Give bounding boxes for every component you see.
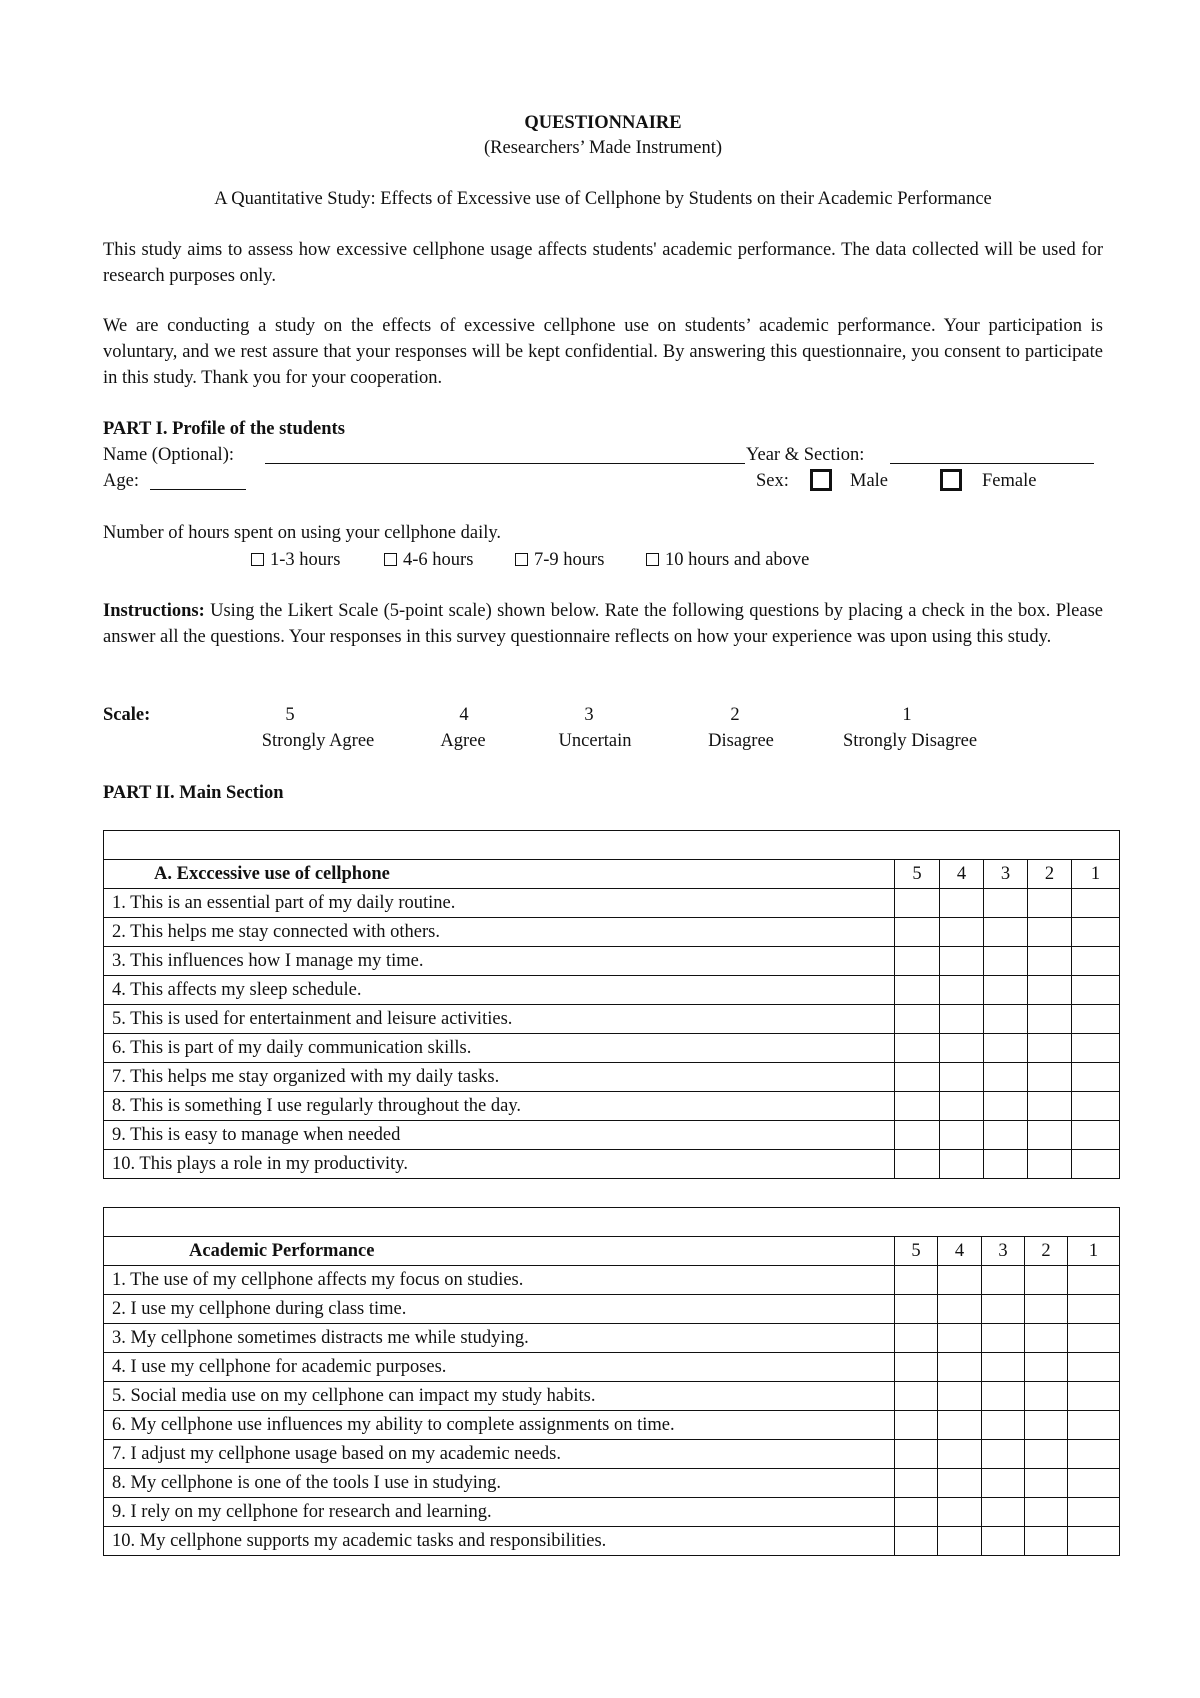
rating-cell-2[interactable] [1025,1469,1068,1498]
sex-label: Sex: [756,471,789,491]
section-b-item-8: 8. My cellphone is one of the tools I use in studying. [104,1469,895,1498]
section-b-item-9: 9. I rely on my cellphone for research and learning. [104,1498,895,1527]
column-header: 5 [895,860,940,889]
year-section-label: Year & Section: [746,445,865,465]
hours-question: Number of hours spent on using your cellphone daily. [103,523,502,543]
part2-heading: PART II. Main Section [103,783,284,803]
rating-cell-5[interactable] [895,1411,938,1440]
rating-cell-1[interactable] [1072,918,1120,947]
rating-cell-1[interactable] [1072,1150,1120,1179]
name-label: Name (Optional): [103,445,234,465]
rating-cell-5[interactable] [895,1034,940,1063]
rating-cell-2[interactable] [1028,918,1072,947]
section-a-table [103,830,1120,1179]
section-b-item-2: 2. I use my cellphone during class time. [104,1295,895,1324]
section-a-item-9: 9. This is easy to manage when needed [104,1121,895,1150]
rating-cell-3[interactable] [982,1440,1025,1469]
rating-cell-5[interactable] [895,1063,940,1092]
rating-cell-3[interactable] [982,1266,1025,1295]
rating-cell-3[interactable] [982,1353,1025,1382]
scale-value-5: 5 [285,705,295,725]
table-row [104,1266,1120,1295]
male-checkbox[interactable] [810,469,832,491]
rating-cell-4[interactable] [940,947,984,976]
rating-cell-3[interactable] [982,1324,1025,1353]
section-a-item-8: 8. This is something I use regularly throughout the day. [104,1092,895,1121]
scale-value-1: 1 [902,705,912,725]
rating-cell-3[interactable] [982,1469,1025,1498]
section-a-item-4: 4. This affects my sleep schedule. [104,976,895,1005]
column-header: 4 [940,860,984,889]
male-label: Male [850,471,889,491]
rating-cell-1[interactable] [1068,1440,1120,1469]
section-b-item-10: 10. My cellphone supports my academic tasks and responsibilities. [104,1527,895,1556]
section-b-item-3: 3. My cellphone sometimes distracts me while studying. [104,1324,895,1353]
rating-cell-1[interactable] [1072,1034,1120,1063]
name-field[interactable] [265,463,745,464]
rating-cell-5[interactable] [895,1440,938,1469]
rating-cell-3[interactable] [984,889,1028,918]
rating-cell-5[interactable] [895,1469,938,1498]
hours-option-4[interactable]: 10 hours and above [646,547,809,573]
rating-cell-2[interactable] [1028,976,1072,1005]
rating-cell-4[interactable] [938,1324,982,1353]
rating-cell-5[interactable] [895,1498,938,1527]
scale-label-4: Agree [440,731,486,751]
table-row [104,1295,1120,1324]
rating-cell-1[interactable] [1072,889,1120,918]
intro-paragraph-2: We are conducting a study on the effects of excessive cellphone use on students’ academic performance. Your participation is voluntary, and we rest assure that your responses will be kept confidential. By answering this questionnaire, you consent to participate in this study. Thank you for your cooperation. [103,316,1103,388]
instructions-paragraph [103,598,1103,650]
section-a-item-6: 6. This is part of my daily communication skills. [104,1034,895,1063]
rating-cell-3[interactable] [982,1295,1025,1324]
rating-cell-5[interactable] [895,889,940,918]
rating-cell-4[interactable] [940,918,984,947]
rating-cell-2[interactable] [1028,889,1072,918]
female-checkbox[interactable] [940,469,962,491]
table-row [104,1092,1120,1121]
section-b-item-6: 6. My cellphone use influences my ability to complete assignments on time. [104,1411,895,1440]
column-header: 1 [1072,860,1120,889]
scale-label-3: Uncertain [558,731,632,751]
column-header: 3 [982,1237,1025,1266]
rating-cell-1[interactable] [1068,1469,1120,1498]
rating-cell-5[interactable] [895,1382,938,1411]
rating-cell-1[interactable] [1068,1411,1120,1440]
rating-cell-4[interactable] [938,1353,982,1382]
rating-cell-3[interactable] [982,1382,1025,1411]
scale-label-1: Strongly Disagree [842,731,978,751]
rating-cell-1[interactable] [1068,1324,1120,1353]
rating-cell-4[interactable] [938,1527,982,1556]
column-header: 2 [1028,860,1072,889]
table-row [104,918,1120,947]
rating-cell-1[interactable] [1068,1498,1120,1527]
table-row [104,1527,1120,1556]
table-row [104,1324,1120,1353]
scale-value-2: 2 [730,705,740,725]
column-header: 1 [1068,1237,1120,1266]
rating-cell-1[interactable] [1068,1295,1120,1324]
instructions-text: Using the Likert Scale (5-point scale) shown below. Rate the following questions by placing a check in the box. Please answer all the questions. Your responses in this survey questionnaire reflects on how your experience was upon using this study. [103,601,1103,647]
instructions-label: Instructions: [103,601,205,621]
rating-cell-4[interactable] [938,1382,982,1411]
year-section-field[interactable] [890,463,1094,464]
rating-cell-1[interactable] [1072,1063,1120,1092]
scale-label-5: Strongly Agree [261,731,375,751]
rating-cell-5[interactable] [895,1005,940,1034]
rating-cell-2[interactable] [1028,1005,1072,1034]
section-a-item-1: 1. This is an essential part of my daily routine. [104,889,895,918]
section-b-item-7: 7. I adjust my cellphone usage based on my academic needs. [104,1440,895,1469]
rating-cell-2[interactable] [1025,1411,1068,1440]
checkbox-icon [251,553,264,566]
rating-cell-5[interactable] [895,1324,938,1353]
rating-cell-4[interactable] [940,1005,984,1034]
rating-cell-4[interactable] [938,1498,982,1527]
rating-cell-2[interactable] [1025,1440,1068,1469]
female-label: Female [982,471,1037,491]
rating-cell-1[interactable] [1068,1266,1120,1295]
table-row [104,1034,1120,1063]
rating-cell-5[interactable] [895,1266,938,1295]
rating-cell-2[interactable] [1028,1034,1072,1063]
rating-cell-1[interactable] [1072,976,1120,1005]
scale-value-3: 3 [584,705,594,725]
rating-cell-1[interactable] [1072,1005,1120,1034]
rating-cell-2[interactable] [1025,1498,1068,1527]
rating-cell-3[interactable] [984,1063,1028,1092]
rating-cell-5[interactable] [895,1353,938,1382]
rating-cell-5[interactable] [895,976,940,1005]
rating-cell-2[interactable] [1025,1324,1068,1353]
column-header: 3 [984,860,1028,889]
rating-cell-5[interactable] [895,1295,938,1324]
table-row [104,1440,1120,1469]
rating-cell-3[interactable] [984,947,1028,976]
checkbox-icon [515,553,528,566]
rating-cell-4[interactable] [940,1034,984,1063]
rating-cell-3[interactable] [984,1034,1028,1063]
rating-cell-1[interactable] [1072,1121,1120,1150]
table-row [104,1498,1120,1527]
section-a-title: A. Exccessive use of cellphone [104,860,895,889]
rating-cell-4[interactable] [940,1092,984,1121]
rating-cell-3[interactable] [984,1121,1028,1150]
column-header: 5 [895,1237,938,1266]
rating-cell-5[interactable] [895,1150,940,1179]
rating-cell-3[interactable] [984,1150,1028,1179]
section-b-item-4: 4. I use my cellphone for academic purposes. [104,1353,895,1382]
section-a-item-2: 2. This helps me stay connected with others. [104,918,895,947]
rating-cell-2[interactable] [1025,1295,1068,1324]
rating-cell-2[interactable] [1028,1121,1072,1150]
rating-cell-2[interactable] [1028,1150,1072,1179]
column-header: 4 [938,1237,982,1266]
study-title: A Quantitative Study: Effects of Excessive use of Cellphone by Students on their Academic Performance [214,189,992,209]
table-row [104,1150,1120,1179]
rating-cell-4[interactable] [940,889,984,918]
section-b-item-5: 5. Social media use on my cellphone can impact my study habits. [104,1382,895,1411]
table-row [104,1411,1120,1440]
rating-cell-4[interactable] [938,1266,982,1295]
rating-cell-4[interactable] [940,1063,984,1092]
rating-cell-4[interactable] [938,1440,982,1469]
section-b-title: Academic Performance [104,1237,895,1266]
table-row [104,1382,1120,1411]
checkbox-icon [646,553,659,566]
rating-cell-2[interactable] [1028,947,1072,976]
section-a-header-row [104,860,1120,889]
table-row [104,1063,1120,1092]
hours-option-3[interactable]: 7-9 hours [515,547,604,573]
hours-option-2[interactable]: 4-6 hours [384,547,473,573]
rating-cell-4[interactable] [940,1121,984,1150]
rating-cell-3[interactable] [984,1005,1028,1034]
rating-cell-5[interactable] [895,1527,938,1556]
table-row [104,976,1120,1005]
table-row [104,1005,1120,1034]
rating-cell-1[interactable] [1068,1527,1120,1556]
rating-cell-5[interactable] [895,918,940,947]
rating-cell-3[interactable] [982,1527,1025,1556]
rating-cell-2[interactable] [1028,1092,1072,1121]
rating-cell-2[interactable] [1025,1353,1068,1382]
rating-cell-3[interactable] [984,1092,1028,1121]
rating-cell-3[interactable] [982,1411,1025,1440]
rating-cell-1[interactable] [1072,947,1120,976]
table-row [104,947,1120,976]
section-b-item-1: 1. The use of my cellphone affects my focus on studies. [104,1266,895,1295]
section-b-header-row [104,1237,1120,1266]
rating-cell-2[interactable] [1025,1266,1068,1295]
scale-label: Scale: [103,705,151,725]
scale-label-2: Disagree [708,731,774,751]
rating-cell-3[interactable] [982,1498,1025,1527]
part1-heading: PART I. Profile of the students [103,419,345,439]
rating-cell-4[interactable] [940,1150,984,1179]
rating-cell-5[interactable] [895,1121,940,1150]
rating-cell-2[interactable] [1025,1382,1068,1411]
age-field[interactable] [150,489,246,490]
section-a-item-5: 5. This is used for entertainment and leisure activities. [104,1005,895,1034]
rating-cell-2[interactable] [1025,1527,1068,1556]
rating-cell-1[interactable] [1068,1353,1120,1382]
rating-cell-3[interactable] [984,976,1028,1005]
section-a-item-10: 10. This plays a role in my productivity. [104,1150,895,1179]
table-row [104,1469,1120,1498]
table-row [104,1353,1120,1382]
rating-cell-4[interactable] [938,1469,982,1498]
table-row [104,889,1120,918]
rating-cell-4[interactable] [940,976,984,1005]
column-header: 2 [1025,1237,1068,1266]
rating-cell-1[interactable] [1072,1092,1120,1121]
rating-cell-4[interactable] [938,1295,982,1324]
scale-value-4: 4 [459,705,469,725]
section-b-table [103,1207,1120,1556]
table-row [104,1121,1120,1150]
rating-cell-1[interactable] [1068,1382,1120,1411]
hours-option-1[interactable]: 1-3 hours [251,547,340,573]
rating-cell-3[interactable] [984,918,1028,947]
rating-cell-5[interactable] [895,1092,940,1121]
section-a-item-3: 3. This influences how I manage my time. [104,947,895,976]
rating-cell-2[interactable] [1028,1063,1072,1092]
age-label: Age: [103,471,139,491]
table-spacer-row [104,831,1120,860]
intro-paragraph-1: This study aims to assess how excessive cellphone usage affects students' academic performance. The data collected will be used for research purposes only. [103,240,1103,286]
table-spacer-row [104,1208,1120,1237]
section-a-item-7: 7. This helps me stay organized with my daily tasks. [104,1063,895,1092]
checkbox-icon [384,553,397,566]
rating-cell-5[interactable] [895,947,940,976]
rating-cell-4[interactable] [938,1411,982,1440]
page-subtitle: (Researchers’ Made Instrument) [484,138,722,158]
page-title: QUESTIONNAIRE [524,113,682,133]
